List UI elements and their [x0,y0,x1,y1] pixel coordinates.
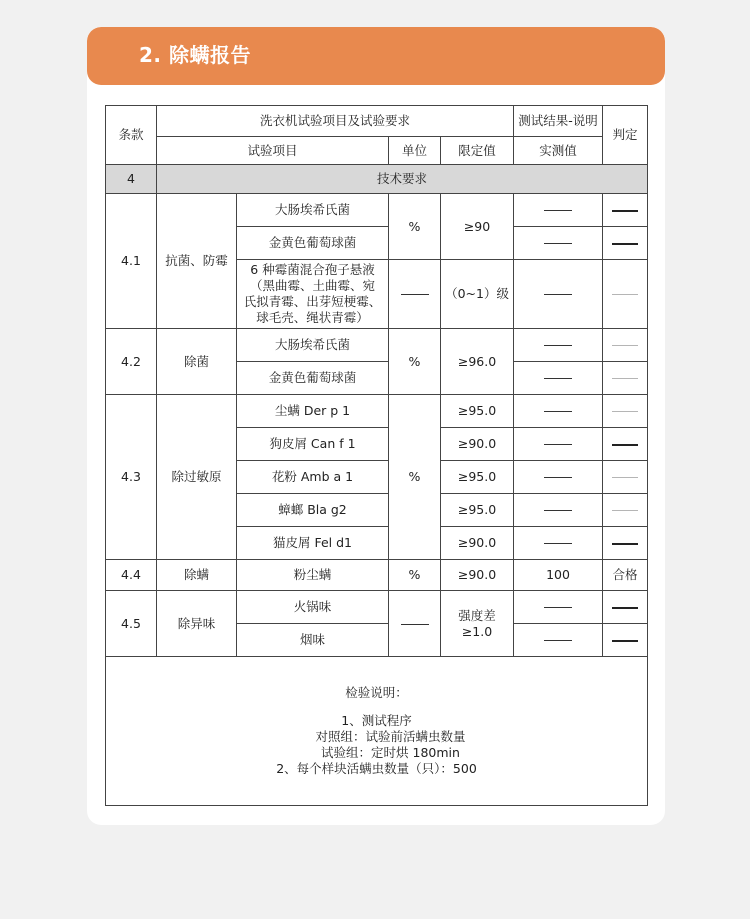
table-row [106,395,648,428]
judge-cell [603,624,648,657]
limit-cell: ≥90.0 [441,560,514,591]
actual-cell [514,527,603,560]
actual-cell: 100 [514,560,603,591]
table-row [106,165,648,194]
notes-test-group: 试验组：定时烘 180min [321,745,460,760]
actual-cell [514,428,603,461]
notes-procedure: 1、测试程序 [341,713,412,728]
limit-cell: ≥96.0 [441,329,514,395]
category-cell: 除过敏原 [157,395,237,560]
dash-mark [612,210,638,212]
section-header [87,27,665,85]
item-line: （黑曲霉、土曲霉、宛 [249,278,375,293]
header-unit: 单位 [389,137,441,165]
table-subheader-row [106,137,648,165]
judge-cell [603,494,648,527]
item-cell: 烟味 [237,624,389,657]
notes-row [106,657,648,806]
header-result-group: 测试结果-说明 [514,106,603,137]
limit-cell: ≥95.0 [441,494,514,527]
dash-mark [612,444,638,446]
header-test-group: 洗衣机试验项目及试验要求 [157,106,514,137]
dash-mark [544,444,572,445]
category-cell: 除菌 [157,329,237,395]
dash-mark [544,640,572,641]
category-cell: 除螨 [157,560,237,591]
limit-line: ≥1.0 [461,623,493,639]
item-cell: 金黄色葡萄球菌 [237,362,389,395]
dash-mark [544,607,572,608]
category-cell: 除异味 [157,591,237,657]
limit-cell: ≥90 [441,194,514,260]
item-cell-mold [237,260,389,329]
clause-cell: 4 [106,165,157,194]
judge-cell [603,591,648,624]
actual-cell [514,461,603,494]
dash-mark [612,607,638,609]
actual-cell [514,624,603,657]
table-row [106,194,648,227]
limit-cell: ≥90.0 [441,428,514,461]
header-judge: 判定 [603,106,648,165]
item-cell: 狗皮屑 Can f 1 [237,428,389,461]
limit-cell: ≥90.0 [441,527,514,560]
actual-cell [514,395,603,428]
item-line: 氏拟青霉、出芽短梗霉、 [243,294,382,309]
clause-cell: 4.3 [106,395,157,560]
actual-cell [514,494,603,527]
header-limit: 限定值 [441,137,514,165]
judge-cell [603,461,648,494]
item-cell: 大肠埃希氏菌 [237,329,389,362]
limit-cell [441,591,514,657]
dash-mark [544,345,572,346]
table-row [106,329,648,362]
judge-cell: 合格 [603,560,648,591]
clause-cell: 4.5 [106,591,157,657]
section-label: 技术要求 [157,165,648,194]
unit-cell [389,591,441,657]
limit-cell: （0~1）级 [441,260,514,329]
dash-mark [612,477,638,478]
notes-mite-count: 2、每个样块活螨虫数量（只）：500 [276,761,477,776]
limit-line: 强度差 [458,607,496,623]
item-cell: 大肠埃希氏菌 [237,194,389,227]
item-cell: 尘螨 Der p 1 [237,395,389,428]
actual-cell [514,329,603,362]
dash-mark [612,243,638,245]
unit-cell [389,260,441,329]
judge-cell [603,362,648,395]
notes-control-group: 对照组：试验前活螨虫数量 [315,729,466,744]
item-cell: 蟑螂 Bla g2 [237,494,389,527]
clause-cell: 4.4 [106,560,157,591]
actual-cell [514,591,603,624]
dash-mark [544,294,572,295]
unit-cell: % [389,560,441,591]
dash-mark [544,210,572,211]
dash-mark [401,624,429,625]
judge-cell [603,527,648,560]
actual-cell [514,260,603,329]
limit-cell: ≥95.0 [441,395,514,428]
mite-removal-report-table [105,105,648,806]
judge-cell [603,227,648,260]
category-cell: 抗菌、防霉 [157,194,237,329]
judge-cell [603,194,648,227]
dash-mark [544,543,572,544]
inspection-notes [106,657,648,806]
unit-cell: % [389,329,441,395]
section-title: 2. 除螨报告 [139,43,251,67]
actual-cell [514,362,603,395]
table-header-row [106,106,648,137]
dash-mark [544,243,572,244]
unit-cell: % [389,395,441,560]
item-cell: 花粉 Amb a 1 [237,461,389,494]
clause-cell: 4.2 [106,329,157,395]
dash-mark [544,510,572,511]
dash-mark [612,543,638,545]
limit-cell: ≥95.0 [441,461,514,494]
dash-mark [612,411,638,412]
judge-cell [603,395,648,428]
dash-mark [612,378,638,379]
header-item: 试验项目 [157,137,389,165]
table-row [106,591,648,624]
dash-mark [544,477,572,478]
dash-mark [612,345,638,346]
clause-cell: 4.1 [106,194,157,329]
unit-cell: % [389,194,441,260]
item-cell: 猫皮屑 Fel d1 [237,527,389,560]
item-line: 球毛壳、绳状青霉） [256,310,369,325]
judge-cell [603,329,648,362]
dash-mark [612,640,638,642]
item-cell: 粉尘螨 [237,560,389,591]
dash-mark [612,510,638,511]
notes-heading: 检验说明： [345,685,408,700]
actual-cell [514,194,603,227]
judge-cell [603,260,648,329]
actual-cell [514,227,603,260]
dash-mark [401,294,429,295]
dash-mark [544,411,572,412]
header-clause: 条款 [106,106,157,165]
item-cell: 金黄色葡萄球菌 [237,227,389,260]
item-line: 6 种霉菌混合孢子悬液 [250,262,375,277]
dash-mark [544,378,572,379]
header-actual: 实测值 [514,137,603,165]
judge-cell [603,428,648,461]
table-row [106,560,648,591]
item-cell: 火锅味 [237,591,389,624]
dash-mark [612,294,638,295]
